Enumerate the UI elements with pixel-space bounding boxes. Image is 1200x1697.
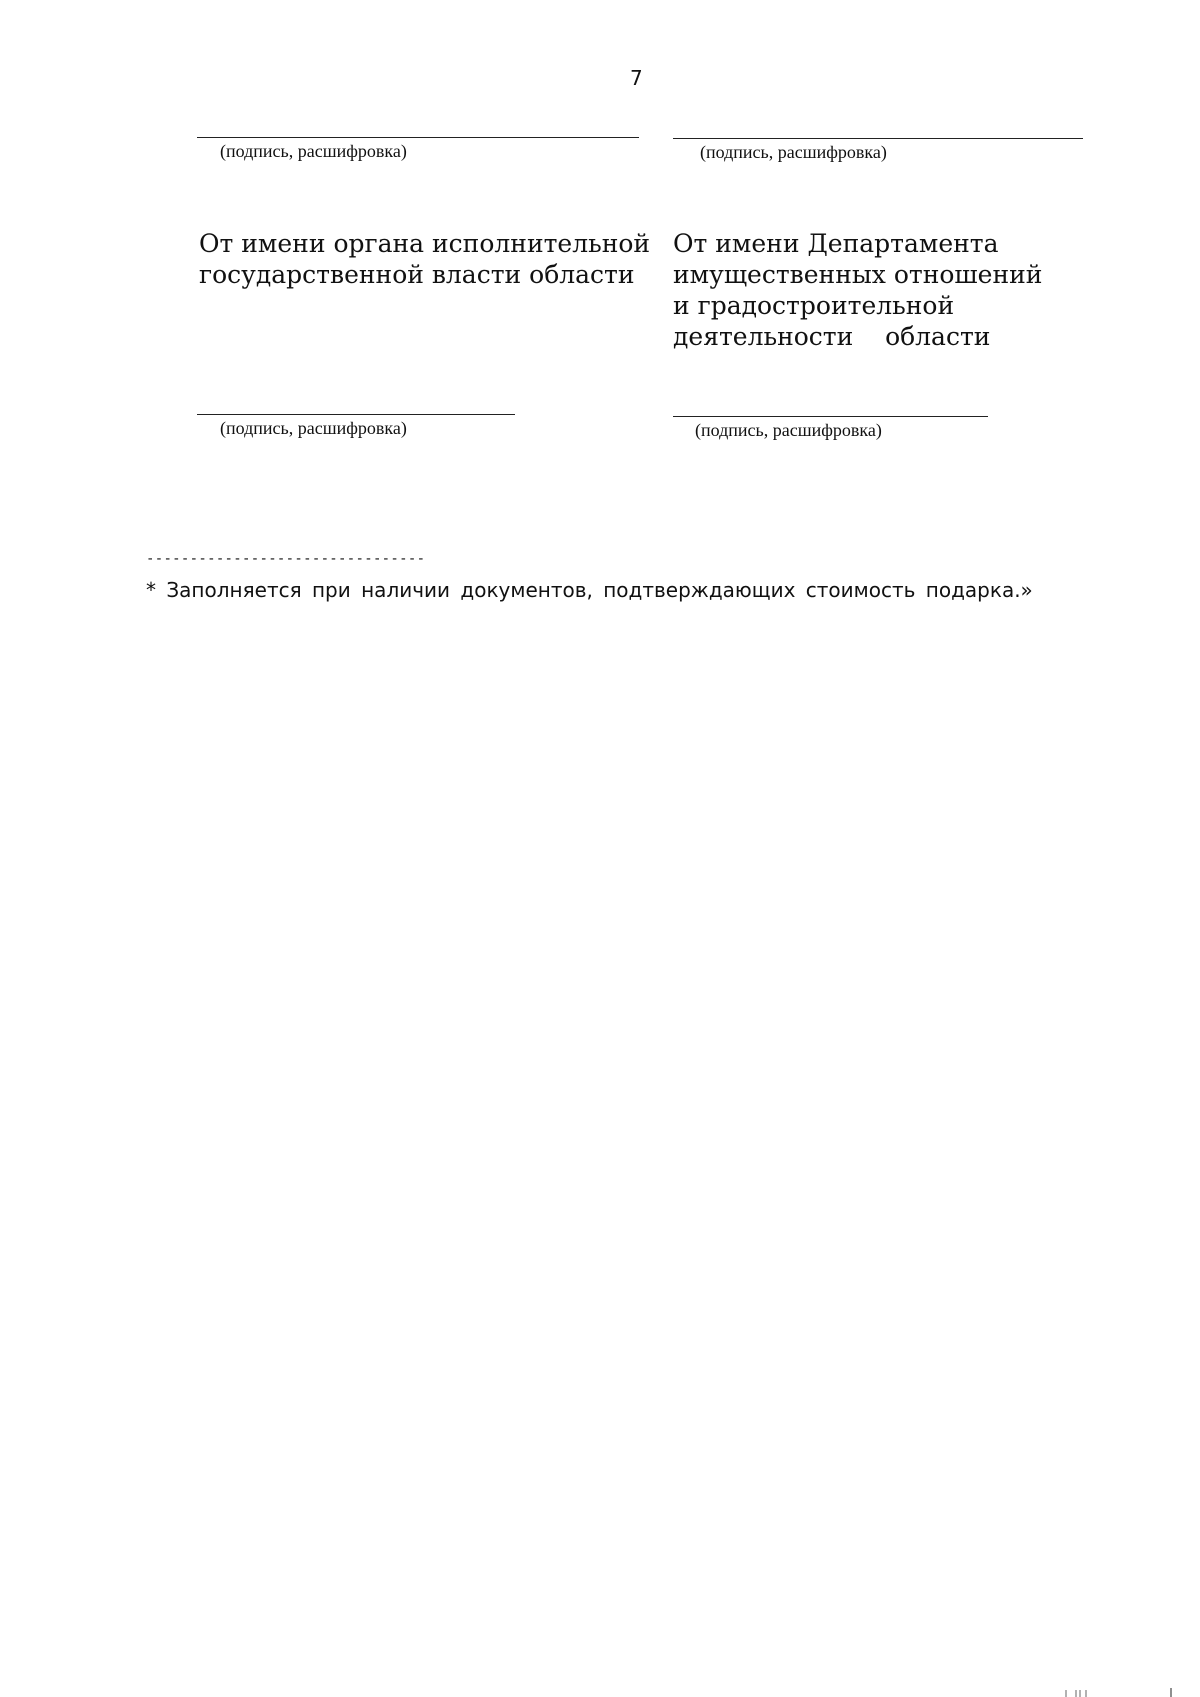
party-right-line-1: От имени Департамента (673, 229, 999, 258)
party-left-line-2: государственной власти области (199, 260, 635, 289)
signature-caption-top-right: (подпись, расшифровка) (700, 142, 887, 162)
party-right-line-4: деятельности области (673, 322, 991, 351)
signature-line-bottom-right (673, 416, 988, 417)
signature-caption-bottom-right: (подпись, расшифровка) (695, 420, 882, 440)
signature-line-top-left (197, 137, 639, 138)
signature-line-bottom-left (197, 414, 515, 415)
footnote-separator: -------------------------------- (146, 551, 426, 567)
party-left-line-1: От имени органа исполнительной (199, 229, 651, 258)
signature-line-top-right (673, 138, 1083, 139)
scan-artifact-marks (1060, 1688, 1180, 1697)
page-number: 7 (630, 66, 643, 90)
signature-caption-bottom-left: (подпись, расшифровка) (220, 418, 407, 438)
party-block-left (199, 228, 650, 290)
party-block-right (673, 228, 1042, 352)
party-right-line-2: имущественных отношений (673, 260, 1043, 289)
signature-caption-top-left: (подпись, расшифровка) (220, 141, 407, 161)
party-right-line-3: и градостроительной (673, 291, 955, 320)
footnote-text: * Заполняется при наличии документов, подтверждающих стоимость подарка.» (146, 578, 1033, 602)
